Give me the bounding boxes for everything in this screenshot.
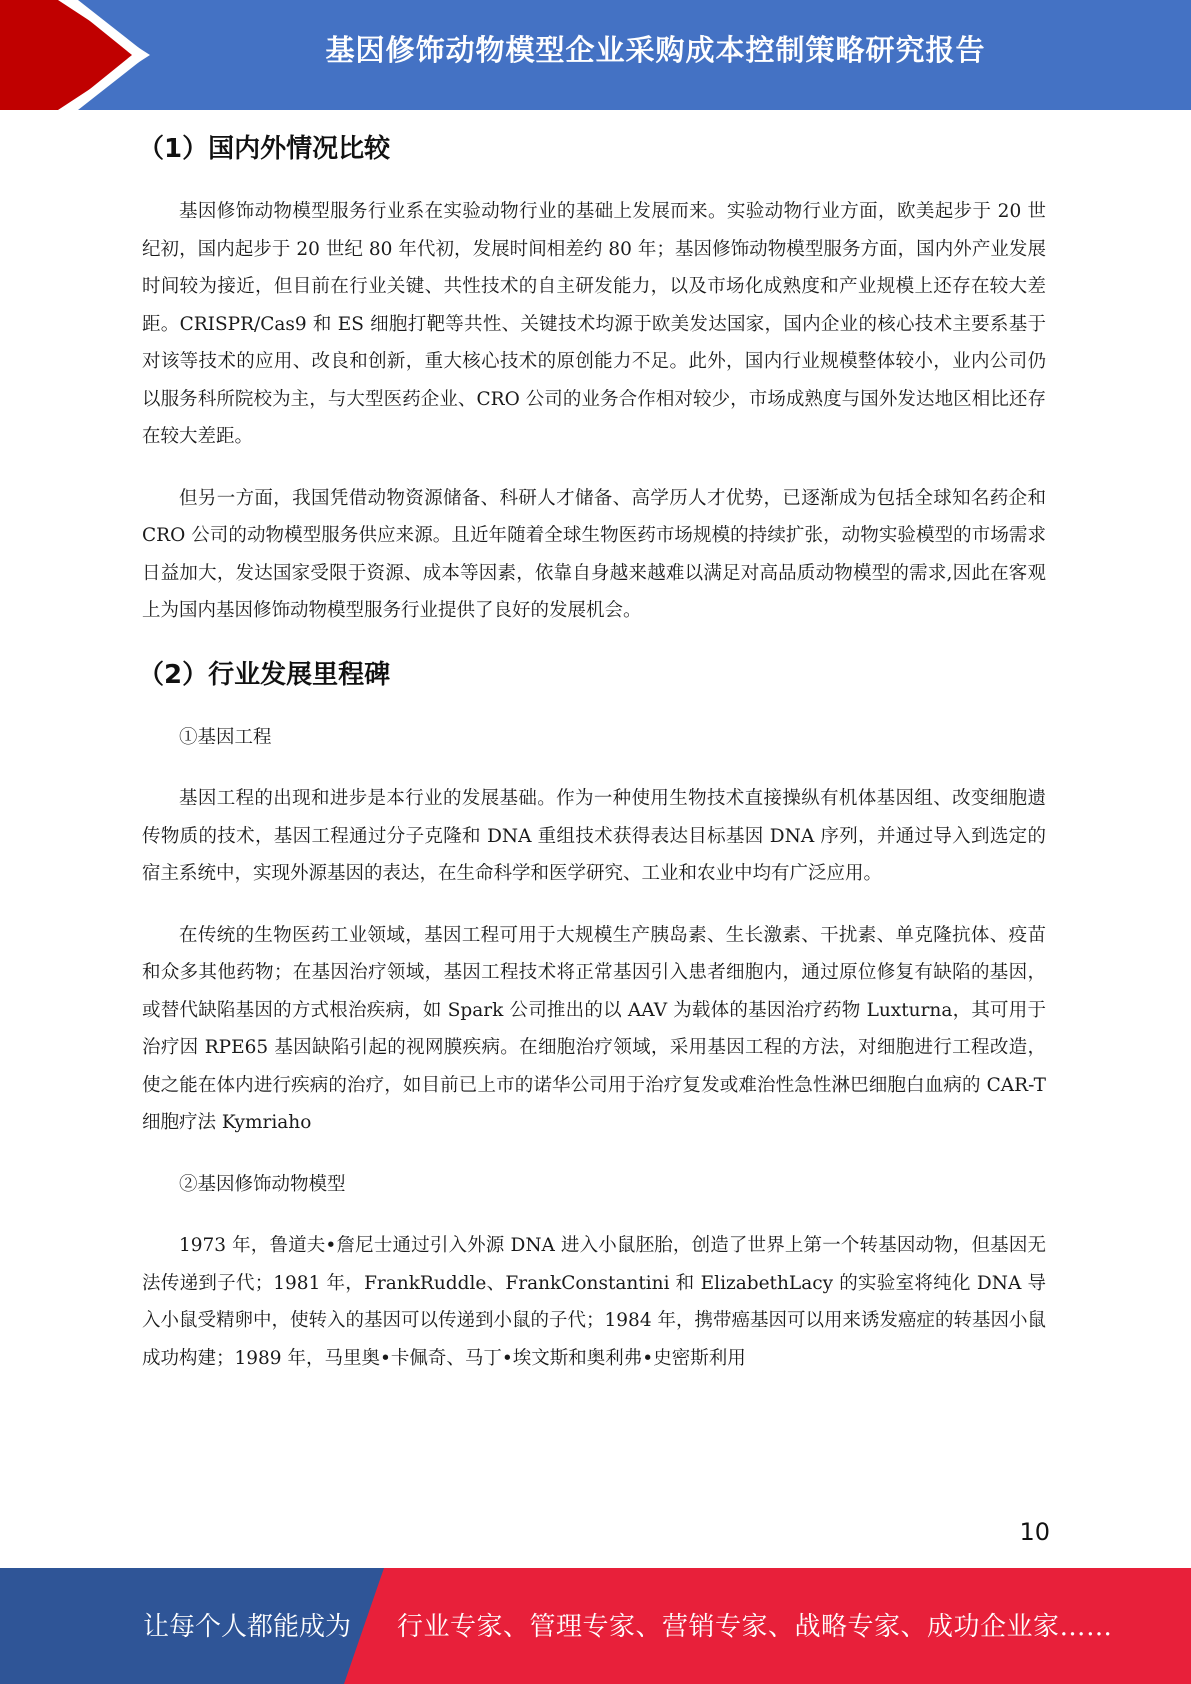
- page-footer: [0, 1568, 1191, 1684]
- report-title: 基因修饰动物模型企业采购成本控制策略研究报告: [325, 33, 986, 67]
- subsection-title-animal-model: ②基因修饰动物模型: [179, 1173, 346, 1195]
- page-header: [0, 0, 1191, 110]
- page-content: [138, 128, 1046, 1401]
- section-heading-2: （2）行业发展里程碑: [138, 659, 391, 690]
- paragraph: 1973 年，鲁道夫•詹尼士通过引入外源 DNA 进入小鼠胚胎，创造了世界上第一个转基因动物，但基因无法传递到子代；1981 年，FrankRuddle、FrankConstantini 和 ElizabethLacy 的实验室将纯化 DNA 导入小鼠受精卵中，使转入的基因可以传递到小鼠的子代；1984 年，携带癌基因可以用来诱发癌症的转基因小鼠成功构建；1989 年，马里奥•卡佩奇、马丁•埃文斯和奥利弗•史密斯利用: [142, 1235, 1046, 1369]
- paragraph: 但另一方面，我国凭借动物资源储备、科研人才储备、高学历人才优势，已逐渐成为包括全球知名药企和 CRO 公司的动物模型服务供应来源。且近年随着全球生物医药市场规模的持续扩张，动物实验模型的市场需求日益加大，发达国家受限于资源、成本等因素，依靠自身越来越难以满足对高品质动物模型的需求,因此在客观上为国内基因修饰动物模型服务行业提供了良好的发展机会。: [142, 487, 1046, 621]
- section-heading-1: （1）国内外情况比较: [138, 134, 391, 164]
- paragraph: 基因修饰动物模型服务行业系在实验动物行业的基础上发展而来。实验动物行业方面，欧美起步于 20 世纪初，国内起步于 20 世纪 80 年代初，发展时间相差约 80 年；基因修饰动物模型服务方面，国内外产业发展时间较为接近，但目前在行业关键、共性技术的自主研发能力，以及市场化成熟度和产业规模上还存在较大差距。CRISPR/Cas9 和 ES 细胞打靶等共性、关键技术均源于欧美发达国家，国内企业的核心技术主要系基于对该等技术的应用、改良和创新，重大核心技术的原创能力不足。此外，国内行业规模整体较小，业内公司仍以服务科所院校为主，与大型医药企业、CRO 公司的业务合作相对较少，市场成熟度与国外发达地区相比还存在较大差距。: [142, 201, 1046, 447]
- paragraph: 基因工程的出现和进步是本行业的发展基础。作为一种使用生物技术直接操纵有机体基因组、改变细胞遗传物质的技术，基因工程通过分子克隆和 DNA 重组技术获得表达目标基因 DNA 序列，并通过导入到选定的宿主系统中，实现外源基因的表达，在生命科学和医学研究、工业和农业中均有广泛应用。: [142, 788, 1046, 884]
- subsection-title-genetic-engineering: ①基因工程: [179, 726, 272, 748]
- footer-slogan-left: 让每个人都能成为: [143, 1612, 352, 1642]
- page-number: 10: [1019, 1518, 1050, 1546]
- paragraph: 在传统的生物医药工业领域，基因工程可用于大规模生产胰岛素、生长激素、干扰素、单克隆抗体、疫苗和众多其他药物；在基因治疗领域，基因工程技术将正常基因引入患者细胞内，通过原位修复有缺陷的基因，或替代缺陷基因的方式根治疾病，如 Spark 公司推出的以 AAV 为载体的基因治疗药物 Luxturna，其可用于治疗因 RPE65 基因缺陷引起的视网膜疾病。在细胞治疗领域，采用基因工程的方法，对细胞进行工程改造，使之能在体内进行疾病的治疗，如目前已上市的诺华公司用于治疗复发或难治性急性淋巴细胞白血病的 CAR-T 细胞疗法 Kymriaho: [142, 924, 1046, 1133]
- footer-slogan-right: 行业专家、管理专家、营销专家、战略专家、成功企业家……: [397, 1612, 1113, 1642]
